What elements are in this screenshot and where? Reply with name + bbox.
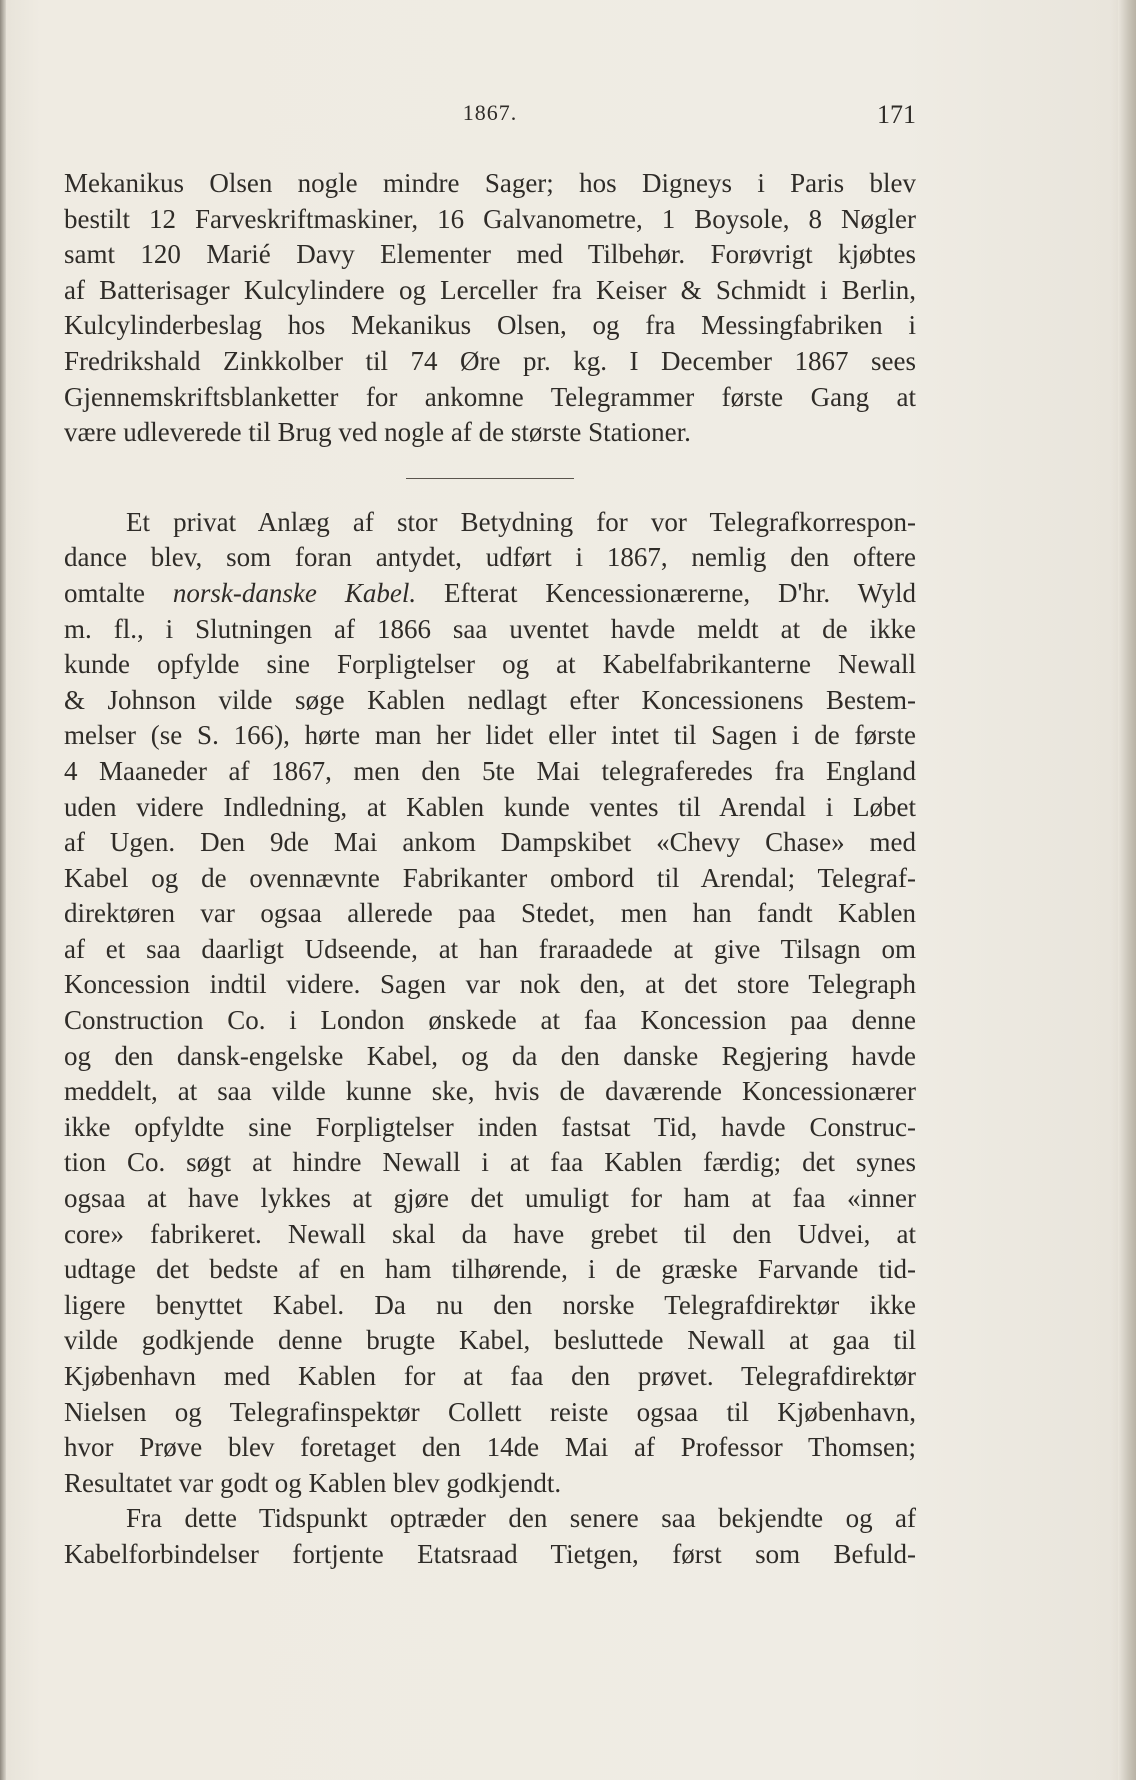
text-line: af et saa daarligt Udseende, at han fraraadede at give Tilsagn om <box>64 933 916 964</box>
paragraph-1 <box>64 166 916 451</box>
text-line <box>64 576 916 612</box>
paragraph-2 <box>64 505 916 1502</box>
text-line: af Ugen. Den 9de Mai ankom Dampskibet «Chevy Chase» med <box>64 827 916 858</box>
text-line: være udleverede til Brug ved nogle af de største Stationer. <box>64 417 691 448</box>
text-line: Nielsen og Telegrafinspektør Collett reiste ogsaa til Kjøbenhavn, <box>64 1396 916 1427</box>
text-line: bestilt 12 Farveskriftmaskiner, 16 Galvanometre, 1 Boysole, 8 Nøgler <box>64 203 916 234</box>
text-line: Fredrikshald Zinkkolber til 74 Øre pr. kg. I December 1867 sees <box>64 345 916 376</box>
text-line: uden videre Indledning, at Kablen kunde ventes til Arendal i Løbet <box>64 791 916 822</box>
running-head <box>64 100 916 140</box>
text-line: Kulcylinderbeslag hos Mekanikus Olsen, og fra Messingfabriken i <box>64 310 916 341</box>
text-line: Construction Co. i London ønskede at faa Koncession paa denne <box>64 1005 916 1036</box>
text-line: Gjennemskriftsblanketter for ankomne Telegrammer første Gang at <box>64 381 916 412</box>
text-line: direktøren var ogsaa allerede paa Stedet, men han fandt Kablen <box>64 898 916 929</box>
text-line: Fra dette Tidspunkt optræder den senere saa bekjendte og af <box>126 1503 916 1534</box>
paragraph-3 <box>64 1501 916 1572</box>
text-line: ogsaa at have lykkes at gjøre det umuligt for ham at faa «inner <box>64 1183 916 1214</box>
italic-term: norsk-danske Kabel. <box>172 577 417 608</box>
text-line: ligere benyttet Kabel. Da nu den norske Telegrafdirektør ikke <box>64 1289 916 1320</box>
text-line: kunde opfylde sine Forpligtelser og at Kabelfabrikanterne Newall <box>64 649 916 680</box>
text-line: Kabelforbindelser fortjente Etatsraad Tietgen, først som Befuld- <box>64 1538 916 1569</box>
text-line: Resultatet var godt og Kablen blev godkjendt. <box>64 1467 562 1498</box>
body-text <box>64 166 916 1573</box>
text-line: core» fabrikeret. Newall skal da have grebet til den Udvei, at <box>64 1218 916 1249</box>
text-line: ikke opfyldte sine Forpligtelser inden fastsat Tid, havde Construc- <box>64 1111 916 1142</box>
text-line: m. fl., i Slutningen af 1866 saa uventet havde meldt at de ikke <box>64 613 916 644</box>
text-line: Kjøbenhavn med Kablen for at faa den prøvet. Telegrafdirektør <box>64 1361 916 1391</box>
section-divider <box>406 478 574 479</box>
text-fragment: omtalte <box>64 577 173 608</box>
running-head-year: 1867. <box>462 100 518 125</box>
text-line: dance blev, som foran antydet, udført i 1867, nemlig den oftere <box>64 542 916 573</box>
text-line: Kabel og de ovennævnte Fabrikanter ombord til Arendal; Telegraf- <box>64 862 916 893</box>
text-line: vilde godkjende denne brugte Kabel, besluttede Newall at gaa til <box>64 1325 916 1356</box>
page-edge-shadow <box>1118 0 1136 1780</box>
page-gutter-shadow <box>0 0 6 1780</box>
page-number: 171 <box>877 100 916 129</box>
text-line: tion Co. søgt at hindre Newall i at faa Kablen færdig; det synes <box>64 1147 916 1178</box>
text-line: melser (se S. 166), hørte man her lidet eller intet til Sagen i de første <box>64 720 916 751</box>
text-line: Mekanikus Olsen nogle mindre Sager; hos Digneys i Paris blev <box>64 168 916 198</box>
text-line: Koncession indtil videre. Sagen var nok den, at det store Telegraph <box>64 969 916 1000</box>
text-line: 4 Maaneder af 1867, men den 5te Mai telegraferedes fra England <box>64 755 916 786</box>
text-line: og den dansk-engelske Kabel, og da den danske Regjering havde <box>64 1040 916 1071</box>
text-line: meddelt, at saa vilde kunne ske, hvis de daværende Koncessionærer <box>64 1076 916 1107</box>
text-line: samt 120 Marié Davy Elementer med Tilbehør. Forøvrigt kjøbtes <box>64 239 916 270</box>
text-line: Et privat Anlæg af stor Betydning for vor Telegrafkorrespon- <box>126 506 916 537</box>
text-line: af Batterisager Kulcylindere og Lerceller fra Keiser & Schmidt i Berlin, <box>64 274 916 305</box>
text-fragment: Efterat Kencessionærerne, D'hr. Wyld <box>416 577 916 608</box>
text-line: hvor Prøve blev foretaget den 14de Mai af Professor Thomsen; <box>64 1432 916 1463</box>
text-line: udtage det bedste af en ham tilhørende, i de græske Farvande tid- <box>64 1254 916 1285</box>
text-line: & Johnson vilde søge Kablen nedlagt efter Koncessionens Bestem- <box>64 684 916 715</box>
